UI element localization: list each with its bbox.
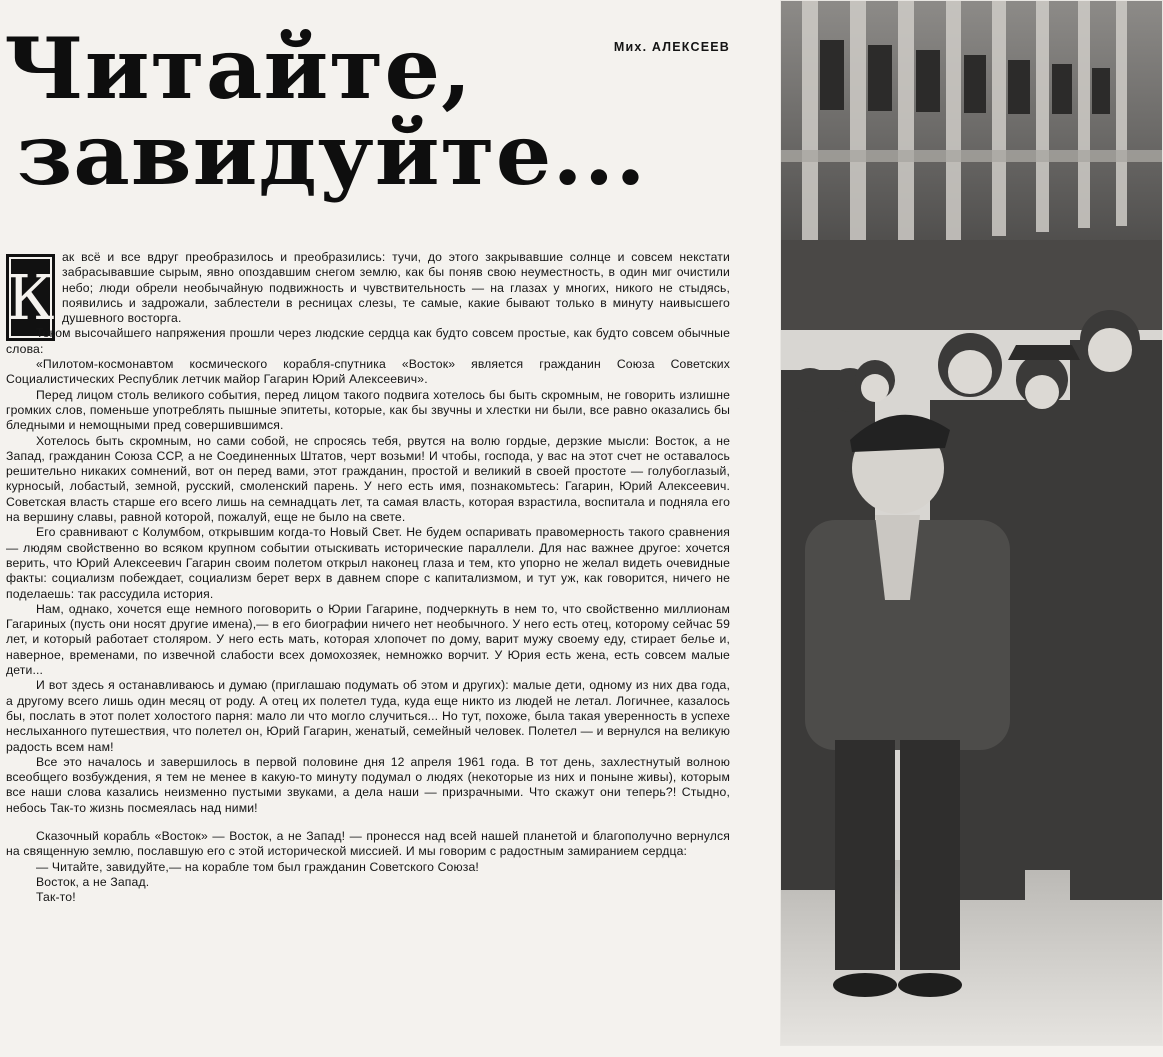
paragraph-1-text: ак всё и все вдруг преобразилось и преобразились: тучи, до этого закрывавшие солнце и совсем некстати забрасывавшие сырым, явно опоздавшим снегом землю, как бы поняв свою неуместность, в один миг очистили небо; люди обрели необычайную подвижность и чувствительность — на глазах у многих, никого не стыдясь, появились и задрожали, заблестели в ресницах слезы, те самые, какие бывают только в минуту наивысшего душевного восторга. — [62, 250, 730, 326]
author-byline: Мих. АЛЕКСЕЕВ — [613, 40, 730, 54]
paragraph-3-quote: «Пилотом-космонавтом космического корабля-спутника «Восток» является гражданин Союза Советских Социалистических Республик летчик майор Гагарин Юрий Алексеевич». — [6, 357, 730, 387]
paragraph-4: Перед лицом столь великого события, перед лицом такого подвига хотелось бы быть скромным, не говорить излишне громких слов, поменьше употреблять пышные эпитеты, которые, как бы звучны и хлестки ни были, все равно оказались бы бледными и немощными пред совершившимся. — [6, 387, 730, 433]
paragraph-1 — [6, 250, 730, 326]
paragraph-8: И вот здесь я останавливаюсь и думаю (приглашаю подумать об этом и других): малые дети, одному из них два года, а другому всего лишь один месяц от роду. А отец их полетел туда, куда еще никто из людей не летал. Логичнее, казалось бы, послать в этот полет холостого парня: мало ли что могло случиться... Но тут, похоже, была такая уверенность в успехе неслыханного путешествия, что полетел он, Юрий Гагарин, женатый, семейный человек. Полетел — и вернулся на великую радость всем нам! — [6, 678, 730, 754]
paragraph-7: Нам, однако, хочется еще немного поговорить о Юрии Гагарине, подчеркнуть в нем то, что свойственно миллионам Гагариных (пусть они носят другие имена),— в его биографии ничего нет необычного. У него есть отец, которому сейчас 59 лет, и который работает столяром. У него есть мать, которая хлопочет по дому, варит мужу своему еду, стирает белье и, наверное, временами, по извечной слабости всех домохозяек, немножко ворчит. У Юрия есть жена, есть совсем малые дети... — [6, 601, 730, 678]
paragraph-9: Все это началось и завершилось в первой половине дня 12 апреля 1961 года. В тот день, захлестнутый волною всеобщего возбуждения, я тем не менее в какую-то минуту подумал о людях (некоторые из них и поныне живы), которым все наши слова казались неизменно пустыми звуками, а дела наши — призрачными. Что скажут они теперь?! Стыдно, небось Так-то жизнь посмеялась над ними! — [6, 754, 730, 815]
paragraph-11: — Читайте, завидуйте,— на корабле том был гражданин Советского Союза! — [36, 859, 479, 874]
paragraph-12: Восток, а не Запад. — [36, 874, 150, 889]
paragraph-6: Его сравнивают с Колумбом, открывшим когда-то Новый Свет. Не будем оспаривать правомерность такого сравнения — людям свойственно во всяком крупном событии отыскивать исторические параллели. Для нас важнее другое: хочется верить, что Юрий Алексеевич Гагарин своим полетом открыл наконец глаза и тем, кто упорно не желал видеть очевидные факты: социализм побеждает, социализм берет верх в давнем споре с капитализмом, и тут уж, как говорится, ничего не поделаешь: так рассудила история. — [6, 525, 730, 601]
street-crowd-photo — [780, 0, 1163, 1046]
paragraph-2: Током высочайшего напряжения прошли через людские сердца как будто совсем простые, как будто совсем обычные слова: — [6, 326, 730, 356]
headline — [4, 19, 774, 204]
headline-line-1: Читайте, — [4, 19, 473, 118]
headline-line-2: завидуйте... — [16, 105, 647, 204]
paragraph-13: Так-то! — [36, 890, 76, 905]
paragraph-5: Хотелось быть скромным, но сами собой, не спросясь тебя, рвутся на волю гордые, дерзкие мысли: Восток, а не Запад, гражданин Союза ССР, а не Соединенных Штатов, черт возьми! И чтобы, господа, у вас на этот счет не оставалось решительно никаких сомнений, вот он перед вами, этот гражданин, простой и великий в своей простоте — голубоглазый, курносый, лобастый, земной, русский, смоленский парень. У него есть имя, познакомьтесь: Гагарин, Юрий Алексеевич. Советская власть старше его всего лишь на семнадцать лет, та самая власть, которая взрастила, воспитала и подняла его на вершину славы, равной которой, пожалуй, еще не было на свете. — [6, 433, 730, 525]
paragraph-10: Сказочный корабль «Восток» — Восток, а не Запад! — пронесся над всей нашей планетой и благополучно вернулся на священную землю, пославшую его с этой исторической миссией. И мы говорим с радостным замиранием сердца: — [6, 828, 730, 859]
article-body — [6, 250, 730, 905]
drop-cap-letter: К — [6, 254, 55, 341]
